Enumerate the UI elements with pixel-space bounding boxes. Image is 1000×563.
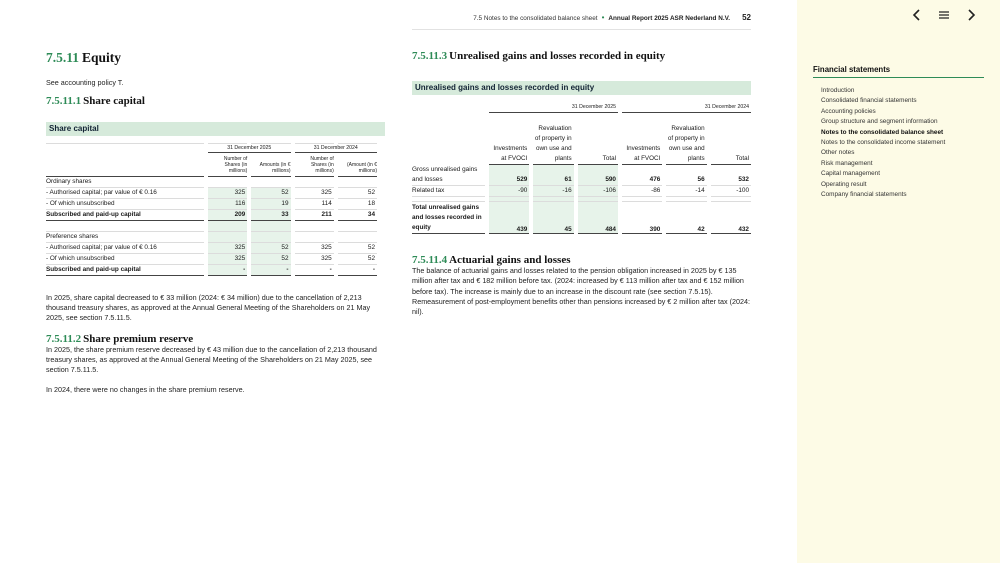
cell: 325 [295, 243, 334, 254]
sidebar [797, 0, 1000, 563]
table-row [412, 202, 751, 234]
unrealised-number: 7.5.11.3 [412, 50, 448, 62]
row-label: Subscribed and paid-up capital [46, 210, 204, 221]
share-capital-number: 7.5.11.1 [46, 95, 82, 108]
cell: 33 [251, 210, 290, 221]
cell: 590 [578, 165, 618, 186]
cell: -100 [711, 186, 751, 197]
cell: -16 [533, 186, 573, 197]
table-row [46, 265, 377, 276]
table-row [46, 254, 377, 265]
share-premium-heading [46, 333, 385, 345]
row-label: - Authorised capital; par value of € 0.16 [46, 243, 204, 254]
period-header-row [46, 144, 377, 153]
sidebar-title: Financial statements [813, 65, 984, 78]
cell: - [251, 265, 290, 276]
cell: 114 [295, 199, 334, 210]
share-capital-table-title: Share capital [46, 122, 385, 136]
share-capital-heading [46, 95, 385, 107]
column-header: Number of Shares (in millions) [208, 153, 247, 177]
actuarial-heading [412, 254, 751, 266]
ordinary-shares-label: Ordinary shares [46, 177, 204, 188]
page-header [412, 13, 751, 22]
share-premium-title: Share premium reserve [83, 332, 194, 345]
cell: 390 [622, 202, 662, 234]
column-header: Investments at FVOCI [489, 113, 529, 165]
table-row [46, 210, 377, 221]
row-label: - Of which unsubscribed [46, 254, 204, 265]
column-header-row [412, 113, 751, 165]
sidebar-item-accounting-policies[interactable]: Accounting policies [821, 107, 876, 115]
cell: 52 [251, 188, 290, 199]
period-header-row [412, 102, 751, 113]
unrealised-title: Unrealised gains and losses recorded in equity [449, 50, 666, 62]
cell: 484 [578, 202, 618, 234]
table-row [46, 243, 377, 254]
sidebar-item-company-financial-statements[interactable]: Company financial statements [821, 191, 907, 199]
cell: -14 [666, 186, 706, 197]
row-label: - Authorised capital; par value of € 0.16 [46, 188, 204, 199]
unrealised-column [412, 50, 751, 317]
sidebar-item-notes-income-statement[interactable]: Notes to the consolidated income statement [821, 139, 946, 147]
cell: 61 [533, 165, 573, 186]
cell: 529 [489, 165, 529, 186]
sidebar-item-other-notes[interactable]: Other notes [821, 149, 855, 157]
sidebar-item-operating-result[interactable]: Operating result [821, 180, 867, 188]
sidebar-item-risk-management[interactable]: Risk management [821, 159, 873, 167]
page-number: 52 [742, 13, 751, 22]
cell: 52 [251, 243, 290, 254]
share-capital-table [42, 138, 381, 275]
header-divider [412, 29, 751, 30]
unrealised-table [408, 102, 755, 234]
cell: 52 [338, 254, 377, 265]
cell: - [208, 265, 247, 276]
column-header: Investments at FVOCI [622, 113, 662, 165]
cell: 476 [622, 165, 662, 186]
share-capital-title: Share capital [83, 95, 145, 108]
row-label: Subscribed and paid-up capital [46, 265, 204, 276]
cell: - [295, 265, 334, 276]
table-row [46, 232, 377, 243]
cell: -90 [489, 186, 529, 197]
cell: 439 [489, 202, 529, 234]
actuarial-title: Actuarial gains and losses [449, 254, 571, 266]
unrealised-heading [412, 50, 751, 62]
equity-number: 7.5.11 [46, 50, 80, 65]
cell: - [338, 265, 377, 276]
cell: 45 [533, 202, 573, 234]
cell: 325 [208, 254, 247, 265]
column-header-row [46, 153, 377, 177]
cell: 42 [666, 202, 706, 234]
period-2025: 31 December 2025 [208, 144, 291, 153]
accounting-policy-note: See accounting policy T. [46, 78, 124, 87]
period-2024: 31 December 2024 [622, 102, 751, 113]
share-premium-number: 7.5.11.2 [46, 332, 82, 345]
report-title: Annual Report 2025 ASR Nederland N.V. [608, 15, 731, 22]
breadcrumb[interactable]: 7.5 Notes to the consolidated balance sheet [473, 15, 598, 22]
nav-controls [910, 9, 978, 24]
column-header: Revaluation of property in own use and plants [666, 113, 706, 165]
table-row [46, 199, 377, 210]
cell: 325 [295, 254, 334, 265]
cell: 52 [251, 254, 290, 265]
table-row [46, 177, 377, 188]
cell: 532 [711, 165, 751, 186]
share-premium-text-2024: In 2024, there were no changes in the share premium reserve. [46, 385, 245, 395]
sidebar-item-capital-management[interactable]: Capital management [821, 170, 880, 178]
sidebar-item-group-structure[interactable]: Group structure and segment information [821, 118, 938, 126]
row-label: Total unrealised gains and losses recorded in equity [412, 202, 485, 234]
cell: 325 [295, 188, 334, 199]
unrealised-table-title: Unrealised gains and losses recorded in equity [412, 81, 751, 95]
table-row [412, 165, 751, 186]
preference-shares-label: Preference shares [46, 232, 204, 243]
cell: 325 [208, 188, 247, 199]
column-header: Revaluation of property in own use and plants [533, 113, 573, 165]
share-premium-text: In 2025, the share premium reserve decreased by € 43 million due to the cancellation of 2,213 thousand treasury shares, as approved at the Annual General Meeting of the Shareholders on 21 May 2025, see section 7.5.11.5. [46, 344, 377, 375]
cell: 52 [338, 243, 377, 254]
column-header: (Amount (in € millions) [338, 153, 377, 177]
equity-heading [46, 50, 385, 66]
menu-icon[interactable] [937, 9, 951, 24]
share-capital-text: In 2025, share capital decreased to € 33 million (2024: € 34 million) due to the cancellation of 2,213 thousand treasury shares, as approved at the Annual General Meeting of the Shareholders on 21 May 2025, see section 7.5.11.5. [46, 292, 371, 323]
equity-title: Equity [82, 50, 122, 65]
column-header: Total [578, 113, 618, 165]
cell: -106 [578, 186, 618, 197]
sidebar-item-consolidated-financial-statements[interactable]: Consolidated financial statements [821, 97, 917, 105]
actuarial-number: 7.5.11.4 [412, 254, 448, 266]
column-header: Total [711, 113, 751, 165]
actuarial-text: The balance of actuarial gains and losses related to the pension obligation increased in 2025 by € 135 million after tax and € 182 million before tax. (2024: increased by € 113 million after tax and € 152 million before tax). The increase is mainly due to an increase in the discount rate (see section 7.5.15). Remeasurement of post-employment benefits other than pensions increased by € 2 million after tax (2024: nil). [412, 266, 750, 317]
header-separator: • [601, 13, 605, 22]
cell: 56 [666, 165, 706, 186]
cell: 432 [711, 202, 751, 234]
cell: 325 [208, 243, 247, 254]
cell: 19 [251, 199, 290, 210]
sidebar-item-introduction[interactable]: Introduction [821, 87, 855, 94]
row-label: Related tax [412, 186, 485, 197]
cell: -86 [622, 186, 662, 197]
equity-column [46, 50, 385, 396]
cell: 116 [208, 199, 247, 210]
table-row [412, 186, 751, 197]
cell: 211 [295, 210, 334, 221]
cell: 34 [338, 210, 377, 221]
period-2025: 31 December 2025 [489, 102, 618, 113]
cell: 209 [208, 210, 247, 221]
chevron-right-icon[interactable] [964, 9, 978, 24]
column-header: Amounts (in € millions) [251, 153, 290, 177]
period-2024: 31 December 2024 [295, 144, 378, 153]
row-label: - Of which unsubscribed [46, 199, 204, 210]
cell: 18 [338, 199, 377, 210]
cell: 52 [338, 188, 377, 199]
sidebar-nav [821, 86, 945, 200]
column-header: Number of Shares (in millions) [295, 153, 334, 177]
table-row [46, 188, 377, 199]
row-label: Gross unrealised gains and losses [412, 165, 485, 186]
sidebar-item-notes-balance-sheet[interactable]: Notes to the consolidated balance sheet [821, 128, 944, 136]
table-row [46, 221, 377, 231]
chevron-left-icon[interactable] [910, 9, 924, 24]
